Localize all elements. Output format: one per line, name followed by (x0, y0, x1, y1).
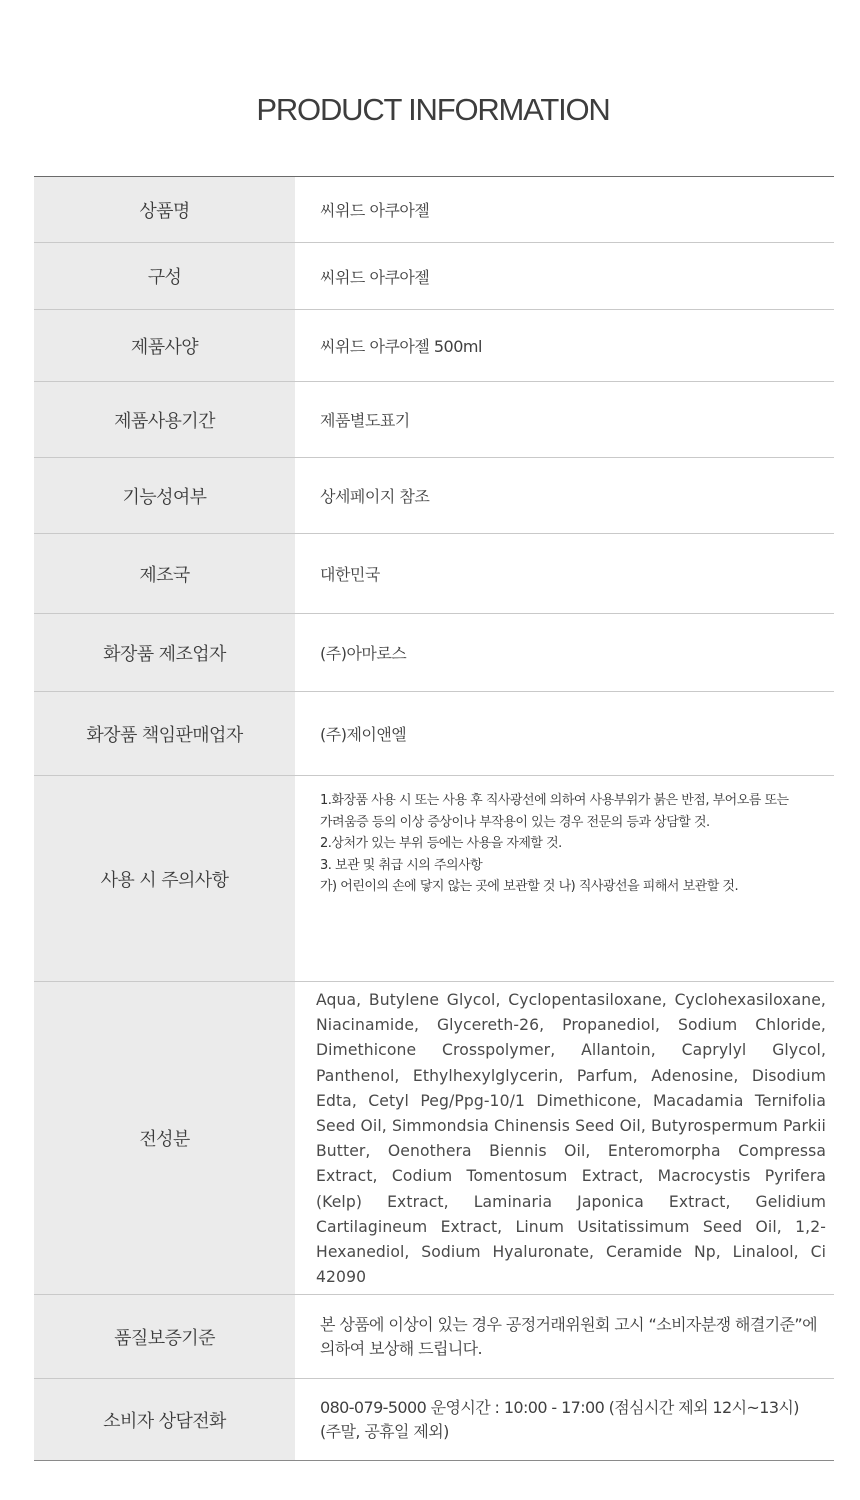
row-label: 사용 시 주의사항 (34, 776, 295, 981)
table-row-ingredients (34, 982, 834, 1295)
row-value: 상세페이지 참조 (320, 487, 430, 506)
row-label: 기능성여부 (34, 458, 295, 533)
row-label: 품질보증기준 (34, 1295, 295, 1378)
table-row-quality-standard (34, 1295, 834, 1379)
row-value: 본 상품에 이상이 있는 경우 공정거래위원회 고시 “소비자분쟁 해결기준”에 의하여 보상해 드립니다. (320, 1314, 817, 1358)
row-label: 제품사용기간 (34, 382, 295, 457)
table-row-usage-period (34, 382, 834, 458)
table-row-specification (34, 310, 834, 382)
row-value: 씨위드 아쿠아젤 (320, 201, 430, 220)
row-value: (주)제이앤엘 (320, 725, 407, 744)
row-value: 080-079-5000 운영시간 : 10:00 - 17:00 (점심시간 제외 12시~13시) (주말, 공휴일 제외) (320, 1397, 799, 1441)
row-label: 소비자 상담전화 (34, 1379, 295, 1460)
row-label: 전성분 (34, 982, 295, 1294)
table-row-caution (34, 776, 834, 982)
row-value: 제품별도표기 (320, 411, 410, 430)
row-label: 제품사양 (34, 310, 295, 381)
table-row-manufacturer (34, 614, 834, 692)
row-value: Aqua, Butylene Glycol, Cyclopentasiloxane, Cyclohexasiloxane, Niacinamide, Glycereth-26, Propanediol, Sodium Chloride, Dimethicone Crosspolymer, Allantoin, Caprylyl Glycol, Panthenol, Ethylhexylglycerin, Parfum, Adenosine, Disodium Edta, Cetyl Peg/Ppg-10/1 Dimethicone, Macadamia Ternifolia Seed Oil, Simmondsia Chinensis Seed Oil, Butyrospermum Parkii Butter, Oenothera Biennis Oil, Enteromorpha Compressa Extract, Codium Tomentosum Extract, Macrocystis Pyrifera (Kelp) Extract, Laminaria Japonica Extract, Gelidium Cartilagineum Extract, Linum Usitatissimum Seed Oil, 1,2-Hexanediol, Sodium Hyaluronate, Ceramide Np, Linalool, Ci 42090 (316, 991, 826, 1287)
table-row-distributor (34, 692, 834, 776)
page-title: PRODUCT INFORMATION (256, 92, 610, 127)
row-value: 씨위드 아쿠아젤 (320, 267, 430, 287)
row-label: 제조국 (34, 534, 295, 613)
row-value: 씨위드 아쿠아젤 500ml (320, 337, 482, 356)
table-row-composition (34, 243, 834, 310)
table-row-country (34, 534, 834, 614)
row-value: 1.화장품 사용 시 또는 사용 후 직사광선에 의하여 사용부위가 붉은 반점, 부어오름 또는 가려움증 등의 이상 증상이나 부작용이 있는 경우 전문의 등과 상담할 것. 2.상처가 있는 부위 등에는 사용을 자제할 것. 3. 보관 및 취급 시의 주의사항 가) 어린이의 손에 닿지 않는 곳에 보관할 것 나) 직사광선을 피해서 보관할 것. (320, 793, 789, 894)
table-row-functionality (34, 458, 834, 534)
row-label: 상품명 (34, 177, 295, 242)
row-label: 화장품 제조업자 (34, 614, 295, 691)
row-value: (주)아마로스 (320, 644, 407, 663)
product-info-table (34, 176, 834, 1461)
table-row-customer-service (34, 1379, 834, 1461)
row-value: 대한민국 (320, 565, 380, 584)
row-label: 화장품 책임판매업자 (34, 692, 295, 775)
row-label: 구성 (34, 243, 295, 309)
table-row-product-name (34, 177, 834, 243)
